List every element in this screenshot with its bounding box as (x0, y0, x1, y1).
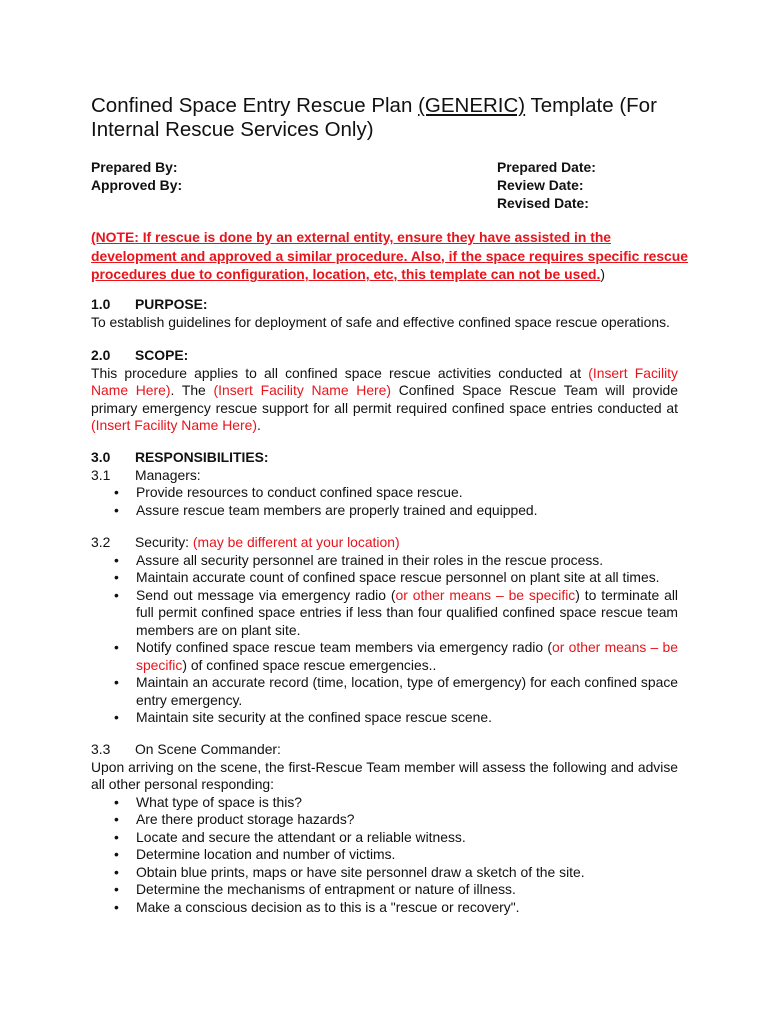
list-item: • Obtain blue prints, maps or have site personnel draw a sketch of the site. (91, 864, 678, 882)
list-item: • Maintain an accurate record (time, location, type of emergency) for each confined space entry emergency. (91, 674, 678, 709)
section-security (91, 534, 678, 727)
section-number: 2.0 (91, 347, 111, 363)
security-list (91, 552, 678, 727)
revised-date-label: Revised Date: (497, 195, 589, 211)
subsection-number: 3.2 (91, 534, 111, 550)
section-number: 3.0 (91, 449, 111, 465)
subsection-heading (91, 741, 678, 759)
list-item: • Determine the mechanisms of entrapment or nature of illness. (91, 881, 678, 899)
scope-text (91, 365, 678, 435)
subsection-title: Managers: (135, 466, 201, 483)
section-title: RESPONSIBILITIES: (135, 449, 269, 465)
list-item (91, 639, 678, 674)
list-item: • Determine location and number of victims. (91, 846, 678, 864)
purpose-text: To establish guidelines for deployment of safe and effective confined space rescue operations. (91, 313, 670, 330)
section-heading (91, 347, 678, 365)
list-item (91, 587, 678, 640)
subsection-number: 3.3 (91, 741, 111, 757)
subsection-heading (91, 534, 678, 552)
note-close: ) (600, 266, 606, 282)
section-scope (91, 347, 678, 435)
location-note: (may be different at your location) (192, 534, 400, 550)
title-generic: (GENERIC) (418, 94, 526, 117)
scope-text-part: Confined Space Rescue Team will provide primary emergency rescue support for all permit required confined space entries conducted at (91, 382, 678, 416)
document-title (91, 94, 691, 142)
be-specific-note: or other means – be specific (395, 586, 576, 603)
section-responsibilities (91, 449, 678, 519)
managers-list (91, 484, 678, 519)
list-item-text: ) to terminate all full permit confined space entries if less than four qualified confined space rescue team members are on plant site. (136, 586, 678, 638)
list-item: • Assure rescue team members are properly trained and equipped. (91, 502, 678, 520)
list-item: • Make a conscious decision as to this is a "rescue or recovery". (91, 899, 678, 917)
commander-list (91, 794, 678, 917)
title-text-end: Template (For Internal Rescue Services Only) (91, 94, 657, 141)
facility-placeholder: (Insert Facility Name Here) (91, 417, 257, 433)
subsection-number: 3.1 (91, 466, 111, 483)
section-purpose (91, 296, 678, 331)
title-text: Confined Space Entry Rescue Plan (91, 94, 419, 117)
section-title: SCOPE: (135, 347, 189, 363)
list-item: • What type of space is this? (91, 794, 678, 812)
section-title: PURPOSE: (135, 296, 208, 312)
scope-text-part: . The (170, 382, 214, 398)
review-date-label: Review Date: (497, 177, 584, 193)
list-item: • Assure all security personnel are trained in their roles in the rescue process. (91, 552, 678, 570)
list-item: • Are there product storage hazards? (91, 811, 678, 829)
facility-placeholder: (Insert Facility Name Here) (213, 382, 392, 398)
list-item-text: Notify confined space rescue team members via emergency radio ( (136, 639, 553, 655)
section-commander (91, 741, 678, 916)
section-heading (91, 296, 678, 314)
list-item: • Maintain site security at the confined space rescue scene. (91, 709, 678, 727)
approved-by-label: Approved By: (91, 177, 183, 193)
subsection-title: Security: (135, 534, 193, 550)
be-specific-note: or other means – be specific (136, 639, 678, 673)
scope-text-part: . (256, 417, 261, 433)
list-item: • Provide resources to conduct confined space rescue. (91, 484, 678, 502)
section-heading (91, 449, 678, 467)
list-item: • Locate and secure the attendant or a reliable witness. (91, 829, 678, 847)
note-block (91, 228, 691, 284)
prepared-date-label: Prepared Date: (497, 159, 596, 175)
subsection-title: On Scene Commander: (135, 741, 281, 757)
list-item-text: ) of confined space rescue emergencies.. (182, 656, 437, 673)
facility-placeholder: (Insert Facility Name Here) (91, 364, 678, 398)
note-text: (NOTE: If rescue is done by an external entity, ensure they have assisted in the development and approved a similar procedure. Also, if the space requires specific rescue procedures due to configuration, location, etc, this template can not be used. (91, 229, 688, 282)
section-number: 1.0 (91, 296, 111, 312)
subsection-heading (91, 467, 678, 485)
list-item-text: Send out message via emergency radio ( (136, 586, 396, 603)
prepared-by-label: Prepared By: (91, 159, 178, 175)
commander-intro: Upon arriving on the scene, the first-Rescue Team member will assess the following and advise all other personal responding: (91, 758, 678, 792)
list-item: • Maintain accurate count of confined space rescue personnel on plant site at all times. (91, 569, 678, 587)
scope-text-part: This procedure applies to all confined space rescue activities conducted at (91, 364, 589, 381)
